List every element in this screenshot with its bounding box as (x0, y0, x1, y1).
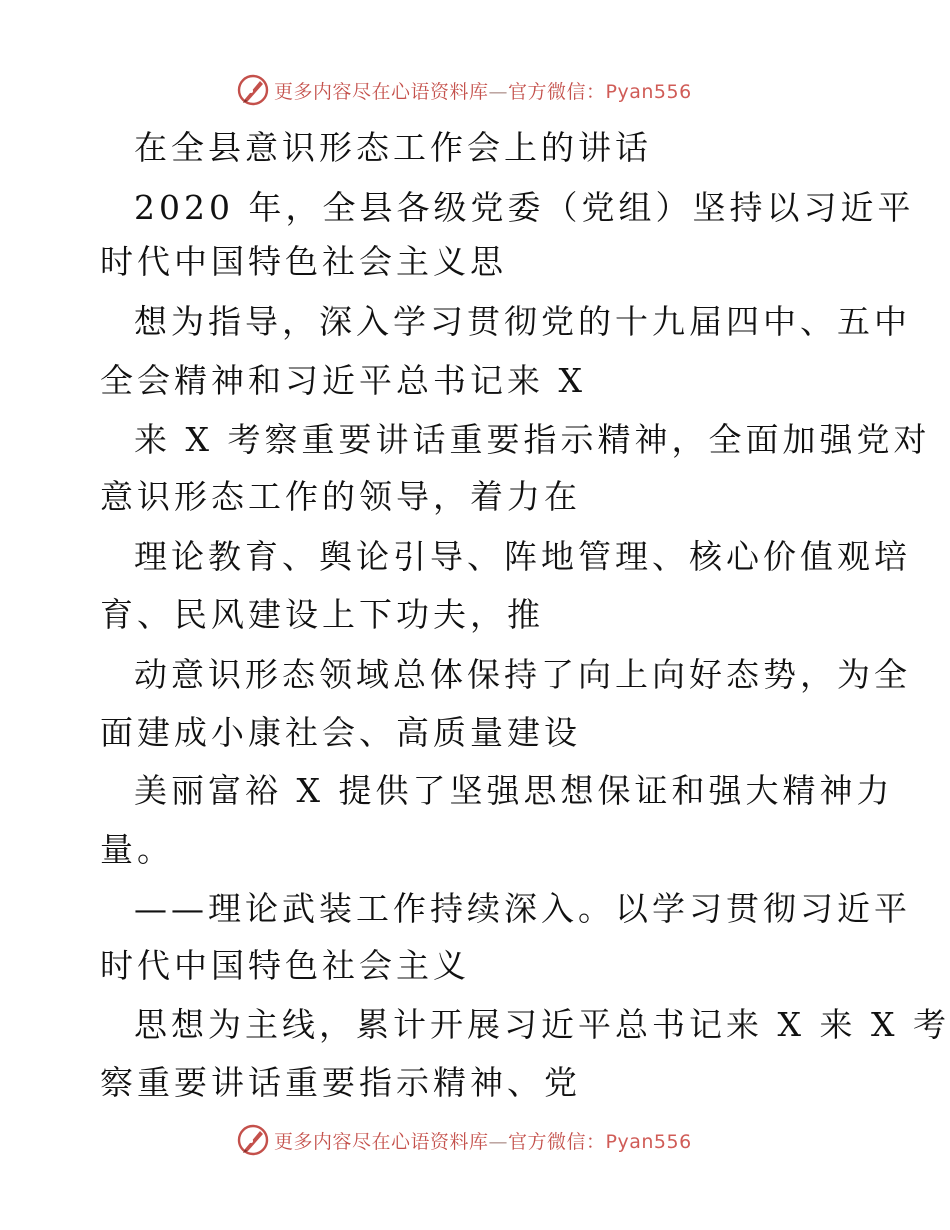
watermark-wechat-id: Pyan556 (605, 1130, 692, 1153)
watermark-wechat-id: Pyan556 (605, 80, 692, 103)
paragraph-line: 来 X 考察重要讲话重要指示精神，全面加强党对 (134, 420, 931, 459)
watermark-slogan: 更多内容尽在心语资料库 (274, 80, 489, 103)
watermark-text-group (274, 77, 692, 104)
paragraph-line: 想为指导，深入学习贯彻党的十九届四中、五中 (134, 302, 911, 341)
watermark-separator: — (488, 1130, 509, 1153)
quill-pen-circle-icon (236, 73, 270, 107)
watermark-official-label: 官方微信： (508, 1130, 606, 1153)
watermark-text-group (274, 1127, 692, 1154)
paragraph-line: 意识形态工作的领导，着力在 (100, 477, 581, 516)
watermark-footer (236, 1123, 756, 1157)
paragraph-line: 量。 (100, 830, 174, 869)
paragraph-line: 时代中国特色社会主义思 (100, 242, 507, 281)
watermark-slogan: 更多内容尽在心语资料库 (274, 1130, 489, 1153)
document-title: 在全县意识形态工作会上的讲话 (134, 128, 652, 167)
paragraph-line: 时代中国特色社会主义 (100, 946, 470, 985)
quill-pen-circle-icon (236, 1123, 270, 1157)
paragraph-line: 理论教育、舆论引导、阵地管理、核心价值观培 (134, 537, 911, 576)
watermark-separator: — (488, 80, 509, 103)
paragraph-line: 全会精神和习近平总书记来 X (100, 361, 586, 400)
watermark-official-label: 官方微信： (508, 80, 606, 103)
paragraph-line: 面建成小康社会、高质量建设 (100, 713, 581, 752)
paragraph-line: 察重要讲话重要指示精神、党 (100, 1063, 581, 1102)
paragraph-line: ——理论武装工作持续深入。以学习贯彻习近平 (134, 889, 911, 928)
paragraph-line: 2020 年，全县各级党委（党组）坚持以习近平 (134, 188, 915, 227)
watermark-header (236, 73, 756, 107)
paragraph-line: 思想为主线，累计开展习近平总书记来 X 来 X 考 (134, 1005, 950, 1044)
paragraph-line: 动意识形态领域总体保持了向上向好态势，为全 (134, 655, 911, 694)
paragraph-line: 美丽富裕 X 提供了坚强思想保证和强大精神力 (134, 771, 894, 810)
paragraph-line: 育、民风建设上下功夫，推 (100, 595, 544, 634)
